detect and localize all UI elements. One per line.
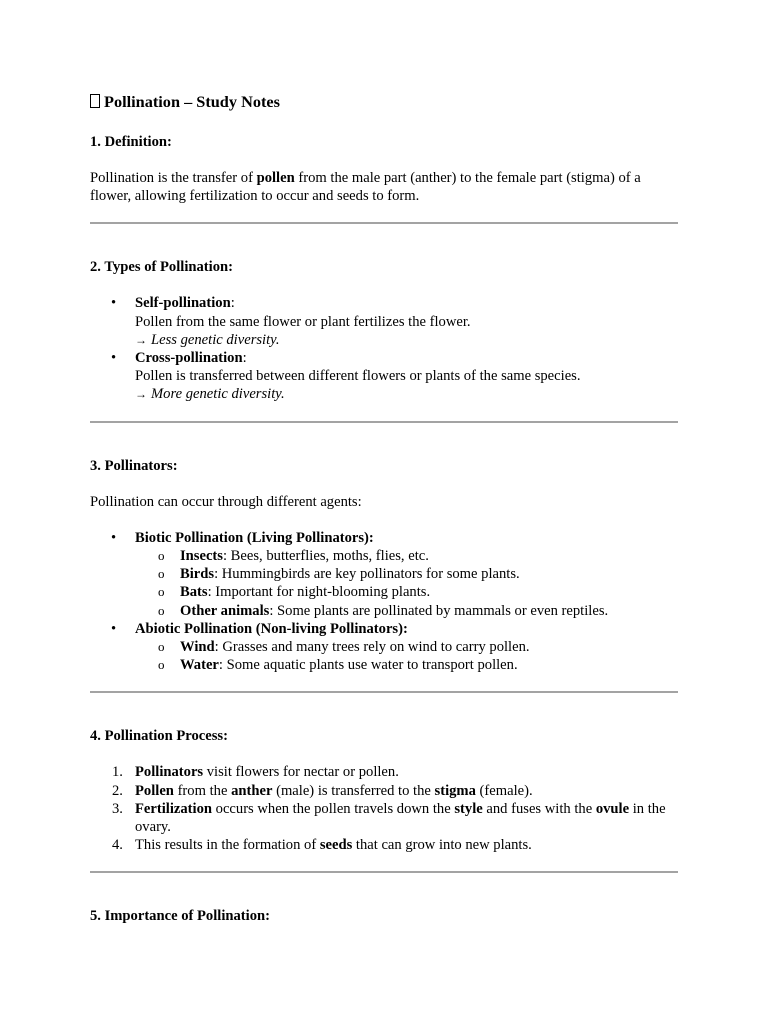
process-steps-list (90, 763, 678, 854)
step-text: (male) is transferred to the (272, 782, 435, 799)
pollinator-groups-list (90, 529, 678, 675)
list-item-abiotic (90, 620, 678, 675)
step-text: This results in the formation of (135, 837, 320, 854)
process-step (90, 782, 678, 800)
sub-list-item (135, 638, 678, 656)
agent-desc: : Hummingbirds are key pollinators for some plants. (214, 566, 520, 583)
process-step (90, 800, 678, 836)
step-bold: seeds (319, 837, 353, 854)
step-text: occurs when the pollen travels down the (212, 800, 455, 817)
step-number: 1. (112, 764, 123, 781)
sub-list-item (135, 656, 678, 674)
agent-term: Wind (180, 639, 215, 656)
pollinators-intro: Pollination can occur through different agents: (90, 493, 362, 510)
list-item-self-pollination (90, 294, 678, 349)
step-number: 3. (112, 800, 123, 817)
step-text: in the ovary. (135, 800, 666, 836)
process-step (90, 836, 678, 854)
step-bold: Pollinators (135, 764, 204, 781)
group-title: Abiotic Pollination (Non-living Pollinators): (135, 620, 408, 637)
step-text: and fuses with the (482, 800, 596, 817)
agent-term: Birds (180, 566, 215, 583)
type-term: Self-pollination (135, 295, 231, 312)
document-page (90, 91, 678, 925)
sub-list-item (135, 547, 678, 565)
step-text: (female). (475, 782, 533, 799)
type-note: More genetic diversity. (151, 386, 285, 403)
type-term: Cross-pollination (135, 350, 243, 367)
section-heading-pollinators: 3. Pollinators: (90, 457, 178, 474)
type-note: Less genetic diversity. (151, 331, 280, 348)
step-text: visit flowers for nectar or pollen. (203, 764, 399, 781)
section-heading-importance: 5. Importance of Pollination: (90, 908, 270, 925)
process-step (90, 763, 678, 781)
definition-text-2: from the male part (anther) to the female part (stigma) of a flower, allowing fertilization to occur and seeds to form. (90, 170, 641, 205)
doc-title (90, 91, 678, 113)
definition-paragraph (90, 169, 678, 205)
step-bold: Pollen (135, 782, 174, 799)
agent-term: Bats (180, 584, 208, 601)
type-colon: : (242, 350, 247, 367)
step-bold: Fertilization (135, 800, 212, 817)
list-item-biotic (90, 529, 678, 620)
arrow-right-icon: → (135, 332, 147, 347)
missing-glyph-box-icon (90, 94, 100, 108)
sub-list-item (135, 565, 678, 583)
types-list (90, 294, 678, 403)
step-bold: ovule (595, 800, 630, 817)
sub-list-item (135, 583, 678, 601)
step-number: 4. (112, 837, 123, 854)
type-colon: : (230, 295, 235, 312)
step-bold: stigma (434, 782, 476, 799)
agent-desc: : Grasses and many trees rely on wind to carry pollen. (214, 639, 530, 656)
arrow-right-icon: → (135, 387, 147, 402)
step-bold: anther (231, 782, 273, 799)
agent-desc: : Some aquatic plants use water to transport pollen. (218, 657, 518, 674)
agent-term: Water (180, 657, 219, 674)
agent-term: Other animals (180, 602, 270, 619)
type-description: Pollen from the same flower or plant fertilizes the flower. (135, 313, 471, 330)
definition-bold-pollen: pollen (256, 170, 295, 186)
type-description: Pollen is transferred between different flowers or plants of the same species. (135, 368, 581, 385)
section-heading-types: 2. Types of Pollination: (90, 259, 233, 276)
agent-desc: : Bees, butterflies, moths, flies, etc. (222, 548, 429, 565)
abiotic-sub-list (135, 638, 678, 674)
section-heading-definition: 1. Definition: (90, 134, 172, 150)
sub-list-item (135, 602, 678, 620)
section-heading-process: 4. Pollination Process: (90, 728, 228, 745)
step-bold: style (454, 800, 483, 817)
agent-desc: : Some plants are pollinated by mammals or even reptiles. (269, 602, 609, 619)
section-divider (90, 421, 678, 423)
section-divider (90, 222, 678, 224)
agent-desc: : Important for night-blooming plants. (207, 584, 431, 601)
doc-title-text: Pollination – Study Notes (104, 92, 280, 111)
section-divider (90, 691, 678, 693)
step-number: 2. (112, 782, 123, 799)
step-text: that can grow into new plants. (352, 837, 532, 854)
section-divider (90, 871, 678, 873)
biotic-sub-list (135, 547, 678, 620)
definition-text-1: Pollination is the transfer of (90, 170, 257, 186)
group-title: Biotic Pollination (Living Pollinators): (135, 529, 374, 546)
agent-term: Insects (180, 548, 223, 565)
step-text: from the (173, 782, 232, 799)
list-item-cross-pollination (90, 349, 678, 404)
